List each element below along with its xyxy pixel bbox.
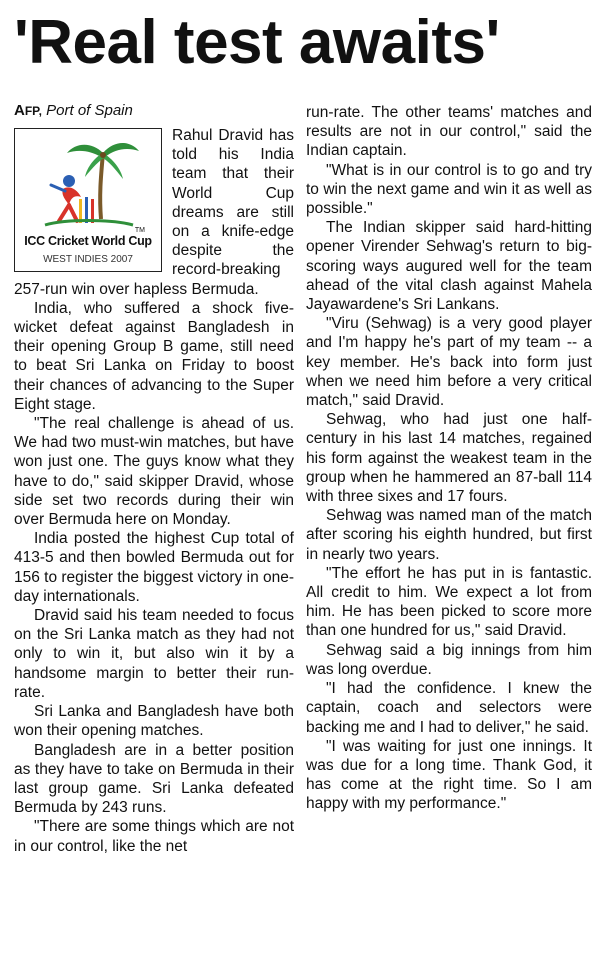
paragraph: "Viru (Sehwag) is a very good player and I'm happy he's part of my team -- a key member. He's back into form just when we need him before a very critical match," said Dravid. bbox=[306, 315, 592, 410]
paragraph: India, who suffered a shock five-wicket defeat against Bangladesh in their opening Group B game, still need to beat Sri Lanka on Friday to boost their chances of advancing to the Super Eight stage. bbox=[14, 299, 294, 413]
paragraph: India posted the highest Cup total of 413-5 and then bowled Bermuda out for 156 to register the biggest victory in one-day internationals. bbox=[14, 530, 295, 605]
paragraph: "The effort he has put in is fantastic. All credit to him. We expect a lot from him. He has been picked to score more than one hundred for us," said Dravid. bbox=[306, 564, 592, 640]
paragraph: Sehwag was named man of the match after scoring his eighth hundred, but first in nearly two years. bbox=[306, 507, 592, 563]
paragraph: "There are some things which are not in our control, like the net bbox=[14, 818, 294, 855]
logo-trademark: TM bbox=[134, 227, 145, 234]
paragraph: run-rate. The other teams' matches and results are not in our control," said the Indian captain. bbox=[306, 104, 592, 160]
logo-title: ICC Cricket World Cup bbox=[24, 234, 152, 248]
article-column-left bbox=[14, 100, 294, 856]
article-column-right bbox=[306, 103, 592, 814]
paragraph: "I was waiting for just one innings. It was due for a long time. Thank God, it has come at the right time. So I am happy with my performance." bbox=[306, 737, 592, 813]
paragraph: Sehwag, who had just one half-century in his last 14 matches, regained his form against the weakest team in the group when he hammered an 87-ball 114 with three sixes and 17 fours. bbox=[306, 411, 592, 506]
cricket-world-cup-mascot-icon bbox=[25, 135, 151, 233]
paragraph: "What is in our control is to go and try to win the next game and win it as well as possible." bbox=[306, 161, 592, 218]
byline-agency-initial: A bbox=[14, 102, 25, 119]
headline: 'Real test awaits' bbox=[14, 8, 500, 77]
paragraph: Sri Lanka and Bangladesh have both won their opening matches. bbox=[14, 703, 294, 740]
byline-place: Port of Spain bbox=[46, 102, 133, 119]
paragraph: Bangladesh are in a better position as they have to take on Bermuda in their last group game. Sri Lanka defeated Bermuda by 243 runs. bbox=[14, 741, 294, 817]
paragraph: Dravid said his team needed to focus on the Sri Lanka match as they had not only to win it, but also win it by a handsome margin to better their run-rate. bbox=[14, 607, 294, 701]
paragraph: "I had the confidence. I knew the captain, coach and selectors were backing me and I had to deliver," he said. bbox=[306, 680, 592, 736]
paragraph: Rahul Dravid has told his India team that their World Cup dreams are still on a knife-edge despite the record-breaking 257-run win over hapless Bermuda. bbox=[14, 127, 294, 298]
paragraph: Sehwag said a big innings from him was long overdue. bbox=[306, 641, 592, 678]
byline-agency-rest: FP, bbox=[24, 104, 42, 118]
paragraph: "The real challenge is ahead of us. We had two must-win matches, but have won just one. The guys know what they have to do," said skipper Dravid, whose side set two records during their win over Bermuda here on Monday. bbox=[14, 415, 294, 529]
paragraph: The Indian skipper said hard-hitting opener Virender Sehwag's return to big-scoring ways augured well for the team ahead of the vital clash against Mahela Jayawardene's Sri Lankans. bbox=[306, 219, 592, 314]
logo-subtitle: WEST INDIES 2007 bbox=[43, 254, 133, 265]
world-cup-logo bbox=[14, 128, 162, 272]
byline bbox=[14, 102, 294, 120]
